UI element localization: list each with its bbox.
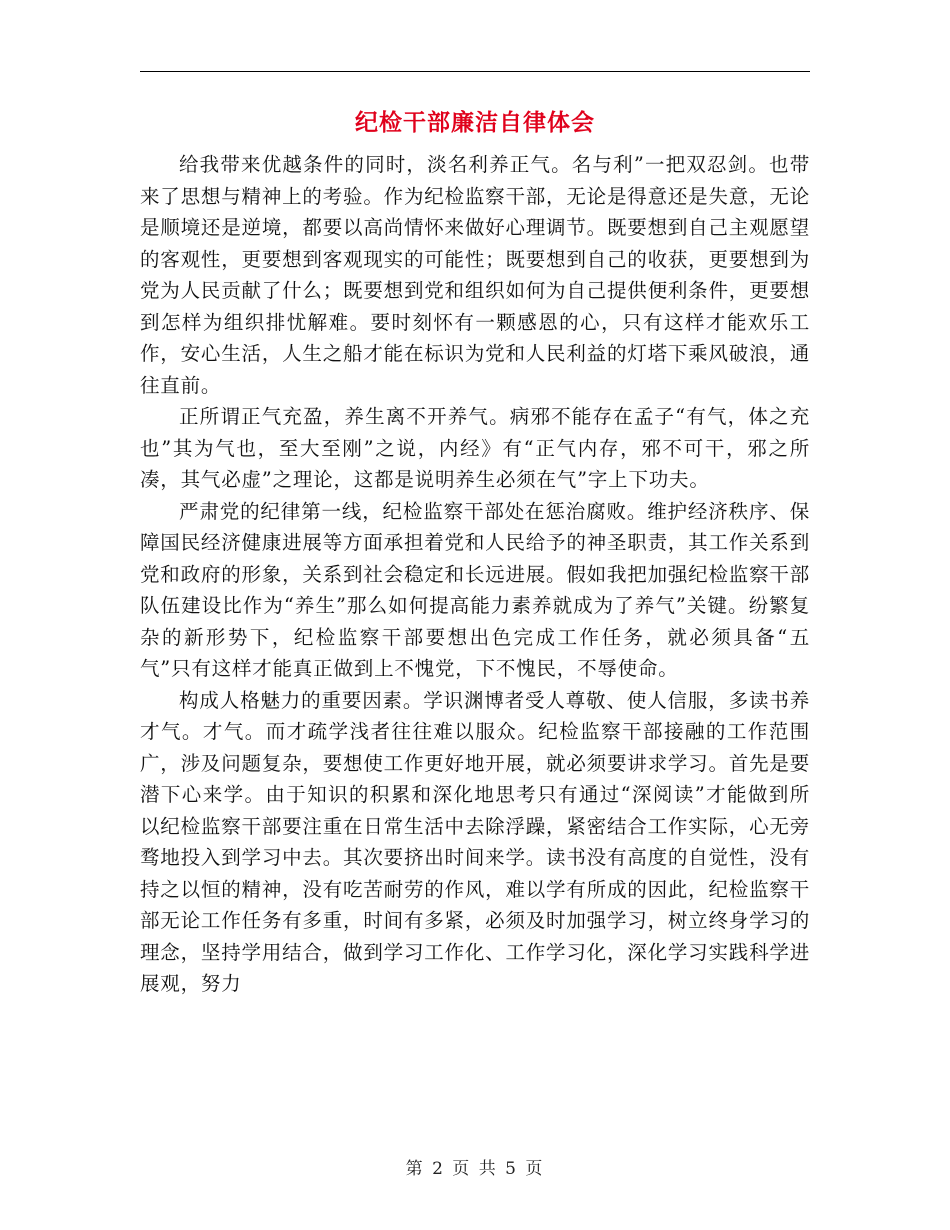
paragraph-4: 构成人格魅力的重要因素。学识渊博者受人尊敬、使人信服，多读书养才气。才气。而才疏学浅者往往难以服众。纪检监察干部接融的工作范围广，涉及问题复杂，要想使工作更好地开展，就必须要讲求学习。首先是要潜下心来学。由于知识的积累和深化地思考只有通过“深阅读”才能做到所以纪检监察干部要注重在日常生活中去除浮躁，紧密结合工作实际，心无旁骛地投入到学习中去。其次要挤出时间来学。读书没有高度的自觉性，没有持之以恒的精神，没有吃苦耐劳的作风，难以学有所成的因此，纪检监察干部无论工作任务有多重，时间有多紧，必须及时加强学习，树立终身学习的理念，坚持学用结合，做到学习工作化、工作学习化，深化学习实践科学进展观，努力 xyxy=(140,688,810,995)
page-number: 第 2 页 共 5 页 xyxy=(405,1159,545,1179)
document-title: 纪检干部廉洁自律体会 xyxy=(355,110,595,136)
paragraph-1: 给我带来优越条件的同时，淡名利养正气。名与利”一把双忍剑。也带来了思想与精神上的考验。作为纪检监察干部，无论是得意还是失意，无论是顺境还是逆境，都要以高尚情怀来做好心理调节。既要想到自己主观愿望的客观性，更要想到客观现实的可能性；既要想到自己的收获，更要想到为党为人民贡献了什么；既要想到党和组织如何为自己提供便利条件，更要想到怎样为组织排忧解难。要时刻怀有一颗感恩的心，只有这样才能欢乐工作，安心生活，人生之船才能在标识为党和人民利益的灯塔下乘风破浪，通往直前。 xyxy=(140,153,810,397)
paragraph-2: 正所谓正气充盈，养生离不开养气。病邪不能存在孟子“有气，体之充也”其为气也，至大至刚”之说，内经》有“正气内存，邪不可干，邪之所凑，其气必虚”之理论，这都是说明养生必须在气”字上下功夫。 xyxy=(140,405,810,491)
document-body xyxy=(140,149,810,1000)
header-rule xyxy=(140,71,810,72)
paragraph-3: 严肃党的纪律第一线，纪检监察干部处在惩治腐败。维护经济秩序、保障国民经济健康进展等方面承担着党和人民给予的神圣职责，其工作关系到党和政府的形象，关系到社会稳定和长远进展。假如我把加强纪检监察干部队伍建设比作为“养生”那么如何提高能力素养就成为了养气”关键。纷繁复杂的新形势下，纪检监察干部要想出色完成工作任务，就必须具备“五气”只有这样才能真正做到上不愧党，下不愧民，不辱使命。 xyxy=(140,499,810,680)
